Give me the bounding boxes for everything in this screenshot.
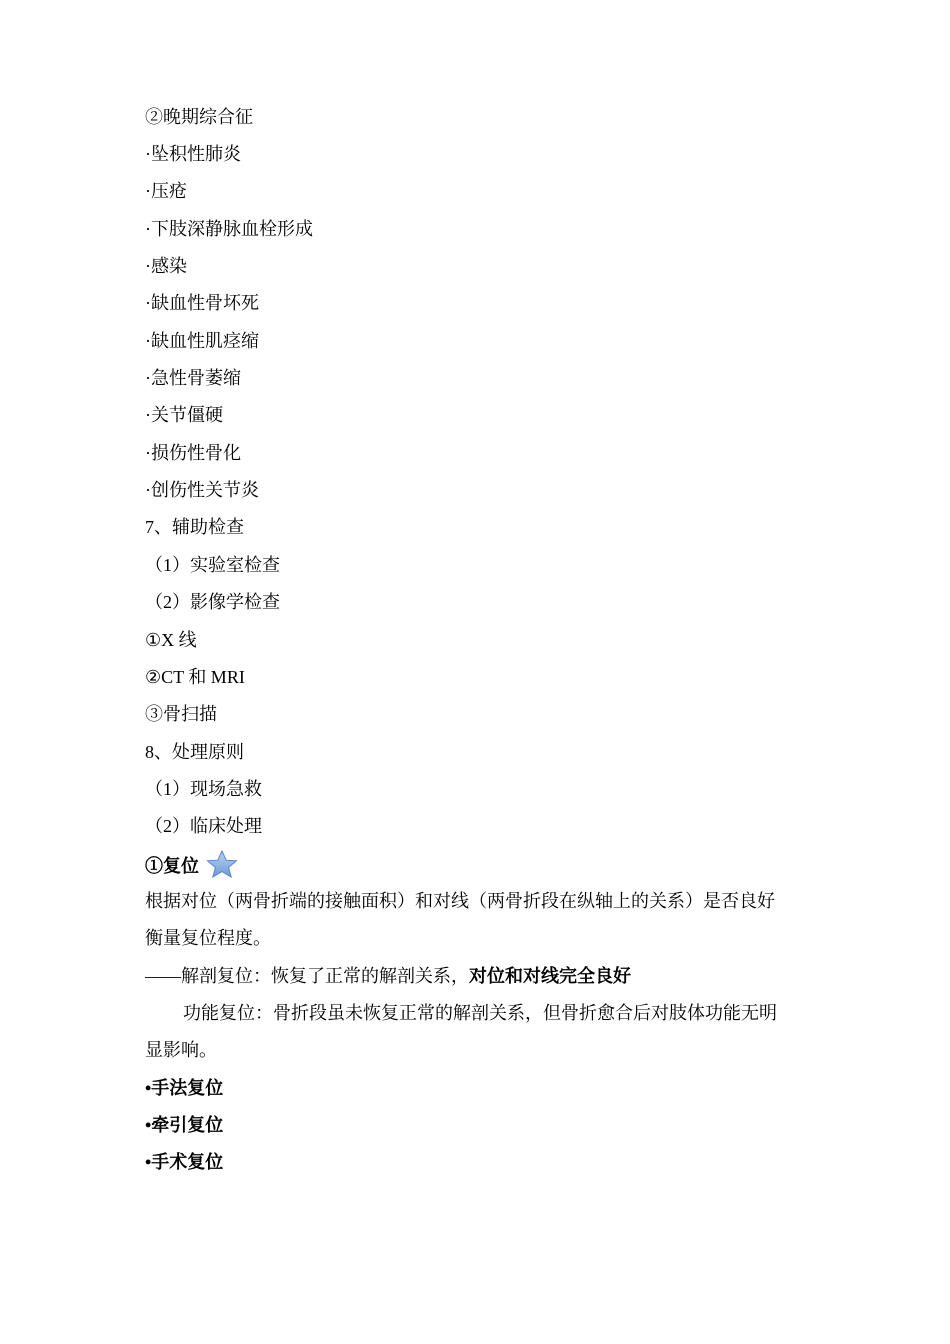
heading-late-syndrome: ②晚期综合征 [145,107,253,127]
section-heading-treatment: 8、处理原则 [145,742,244,762]
method-traction: •牵引复位 [145,1115,224,1135]
list-item: ·缺血性骨坏死 [145,293,259,313]
anatomic-bold-text: 对位和对线完全良好 [469,966,631,986]
method-manual: •手法复位 [145,1078,224,1098]
reduction-title: ①复位 [145,856,199,877]
reduction-heading [145,850,239,878]
reduction-desc-line1: 根据对位（两骨折端的接触面积）和对线（两骨折段在纵轴上的关系）是否良好 [145,891,775,911]
subheading-lab-exam: （1）实验室检查 [145,555,280,575]
functional-reduction-line1: 功能复位：骨折段虽未恢复正常的解剖关系，但骨折愈合后对肢体功能无明 [183,1003,777,1023]
list-item: ·感染 [145,256,187,276]
functional-reduction-line2: 显影响。 [145,1040,217,1060]
anatomic-text: ——解剖复位：恢复了正常的解剖关系， [145,966,469,986]
list-item: ③骨扫描 [145,704,217,724]
subheading-imaging-exam: （2）影像学检查 [145,592,280,612]
reduction-desc-line2: 衡量复位程度。 [145,928,271,948]
list-item: ①X 线 [145,630,197,650]
list-item: ②CT 和 MRI [145,667,245,687]
list-item: ·缺血性肌痉缩 [145,331,259,351]
list-item: ·创伤性关节炎 [145,480,259,500]
section-heading-aux-exam: 7、辅助检查 [145,517,244,537]
list-item: ·坠积性肺炎 [145,144,241,164]
subheading-first-aid: （1）现场急救 [145,779,262,799]
subheading-clinical: （2）临床处理 [145,816,262,836]
list-item: ·压疮 [145,181,187,201]
list-item: ·急性骨萎缩 [145,368,241,388]
list-item: ·损伤性骨化 [145,443,241,463]
method-surgical: •手术复位 [145,1152,224,1172]
list-item: ·下肢深静脉血栓形成 [145,219,313,239]
list-item: ·关节僵硬 [145,405,223,425]
star-icon [205,850,239,886]
anatomic-reduction [145,962,631,990]
